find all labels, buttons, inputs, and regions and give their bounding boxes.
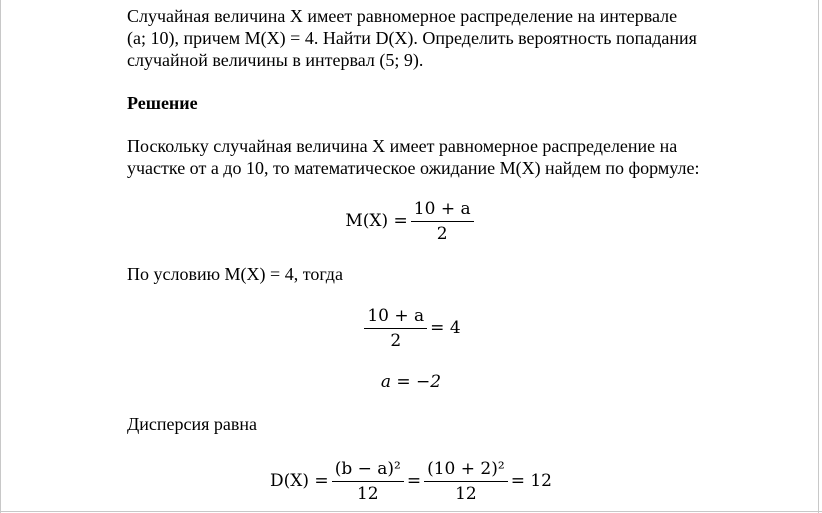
para1-line-2: участке от a до 10, то математическое ожидание M(X) найдем по формуле:: [127, 158, 700, 178]
eq4-rhs: = 12: [510, 471, 552, 491]
equation-a-value: a = −2: [380, 372, 442, 392]
eq4-fraction-2: [424, 459, 508, 504]
eq4-equals: =: [406, 471, 422, 491]
eq1-numerator: 10 + a: [411, 199, 474, 222]
page-border-right: [818, 0, 819, 513]
equation-condition: [0, 303, 822, 353]
eq1-denominator: 2: [436, 223, 448, 244]
eq2-fraction: [364, 306, 427, 351]
eq2-rhs: = 4: [430, 318, 461, 338]
eq2-numerator: 10 + a: [364, 306, 427, 329]
page-border-bottom: [0, 511, 822, 512]
eq4-numerator-2: (10 + 2)²: [424, 459, 508, 482]
eq4-denominator-2: 12: [455, 483, 477, 504]
para1-line-1: Поскольку случайная величина X имеет равномерное распределение на: [127, 136, 678, 156]
eq1-lhs: M(X) =: [345, 211, 408, 231]
solution-heading: Решение: [127, 93, 198, 113]
eq2-denominator: 2: [390, 330, 402, 351]
para2: По условию M(X) = 4, тогда: [127, 264, 343, 284]
equation-expectation: [0, 196, 822, 246]
page-border-left: [0, 0, 1, 513]
problem-line-2: (a; 10), причем M(X) = 4. Найти D(X). Определить вероятность попадания: [127, 28, 697, 48]
equation-variance: [0, 455, 822, 507]
problem-line-1: Случайная величина X имеет равномерное распределение на интервале: [127, 6, 678, 26]
para3: Дисперсия равна: [127, 414, 258, 434]
eq1-fraction: [411, 199, 474, 244]
eq4-lhs: D(X) =: [270, 471, 329, 491]
eq4-fraction-1: [332, 459, 404, 504]
problem-line-3: случайной величины в интервал (5; 9).: [127, 50, 424, 70]
eq4-denominator-1: 12: [356, 483, 379, 504]
eq4-numerator-1: (b − a)²: [332, 459, 404, 482]
